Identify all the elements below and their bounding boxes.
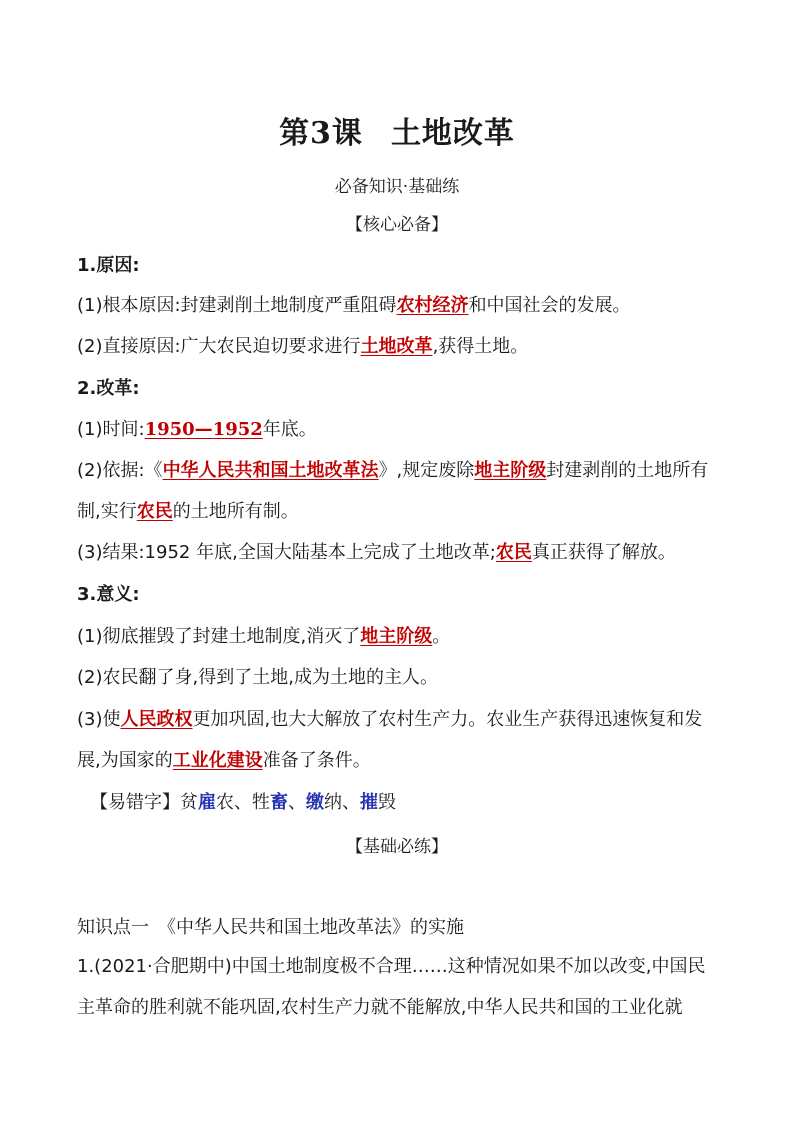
text: (2)依据:《 — [77, 460, 163, 481]
text: 毁 — [378, 792, 396, 813]
dash: — — [194, 419, 213, 440]
knowledge-point-1: 知识点一 《中华人民共和国土地改革法》的实施 — [77, 917, 464, 938]
typo-char: 畜 — [270, 792, 288, 813]
text: (1)时间: — [77, 419, 145, 440]
cause-line-1 — [77, 294, 727, 318]
lesson-topic: 土地改革 — [390, 116, 515, 151]
question-1-line-1: 1.(2021·合肥期中)中国土地制度极不合理……这种情况如果不加以改变,中国民 — [77, 956, 706, 977]
text: ,获得土地。 — [432, 336, 529, 357]
text: 农、牲 — [216, 792, 270, 813]
key-term: 农村经济 — [396, 295, 469, 316]
text: 真正获得了解放。 — [531, 542, 676, 563]
text: 年底。 — [262, 419, 317, 440]
reform-line-basis — [77, 459, 727, 483]
text: 制,实行 — [77, 501, 137, 522]
heading-reform: 2.改革: — [77, 378, 140, 399]
text: 和中国社会的发展。 — [468, 295, 631, 316]
text: 准备了条件。 — [262, 750, 371, 771]
text: (3)结果:1952 年底,全国大陆基本上完成了土地改革; — [77, 542, 496, 563]
text: 【易错字】贫 — [90, 792, 198, 813]
text: 封建剥削的土地所有 — [546, 460, 709, 481]
text: 》,规定废除 — [378, 460, 475, 481]
text: (1)根本原因:封建剥削土地制度严重阻碍 — [77, 295, 397, 316]
key-term: 土地改革 — [360, 336, 433, 357]
significance-line-1 — [77, 625, 727, 649]
key-term: 农民 — [136, 501, 173, 522]
cause-line-2 — [77, 335, 727, 359]
question-1-line-2: 主革命的胜利就不能巩固,农村生产力就不能解放,中华人民共和国的工业化就 — [77, 997, 683, 1018]
text: 展,为国家的 — [77, 750, 173, 771]
key-term: 工业化建设 — [172, 750, 263, 771]
significance-line-2: (2)农民翻了身,得到了土地,成为土地的主人。 — [77, 667, 438, 688]
text: (1)彻底摧毁了封建土地制度,消灭了 — [77, 626, 361, 647]
key-term: 农民 — [495, 542, 532, 563]
significance-line-4 — [77, 749, 727, 773]
lesson-number: 第3课 — [279, 116, 363, 151]
key-term: 地主阶级 — [360, 626, 433, 647]
typo-characters — [90, 791, 740, 815]
text: 、 — [288, 792, 306, 813]
key-term: 中华人民共和国土地改革法 — [162, 460, 379, 481]
text: 纳、 — [324, 792, 360, 813]
text: (3)使 — [77, 709, 121, 730]
reform-line-time — [77, 418, 727, 442]
section-heading-basic: 【基础必练】 — [346, 837, 448, 857]
key-term: 地主阶级 — [474, 460, 547, 481]
heading-causes: 1.原因: — [77, 255, 140, 276]
text: (2)直接原因:广大农民迫切要求进行 — [77, 336, 361, 357]
text: 更加巩固,也大大解放了农村生产力。农业生产获得迅速恢复和发 — [192, 709, 703, 730]
key-year-end: 1952 — [212, 419, 263, 440]
typo-char: 摧 — [360, 792, 378, 813]
key-term: 人民政权 — [120, 709, 193, 730]
typo-char: 缴 — [306, 792, 324, 813]
section-heading-core: 【核心必备】 — [346, 215, 448, 235]
subtitle: 必备知识·基础练 — [334, 177, 460, 197]
key-year-start: 1950 — [144, 419, 195, 440]
text: 。 — [432, 626, 451, 647]
significance-line-3 — [77, 708, 727, 732]
reform-line-result — [77, 541, 727, 565]
lesson-title — [0, 108, 794, 152]
typo-char: 雇 — [198, 792, 216, 813]
heading-significance: 3.意义: — [77, 584, 140, 605]
text: 的土地所有制。 — [172, 501, 299, 522]
reform-line-basis-cont — [77, 500, 727, 524]
